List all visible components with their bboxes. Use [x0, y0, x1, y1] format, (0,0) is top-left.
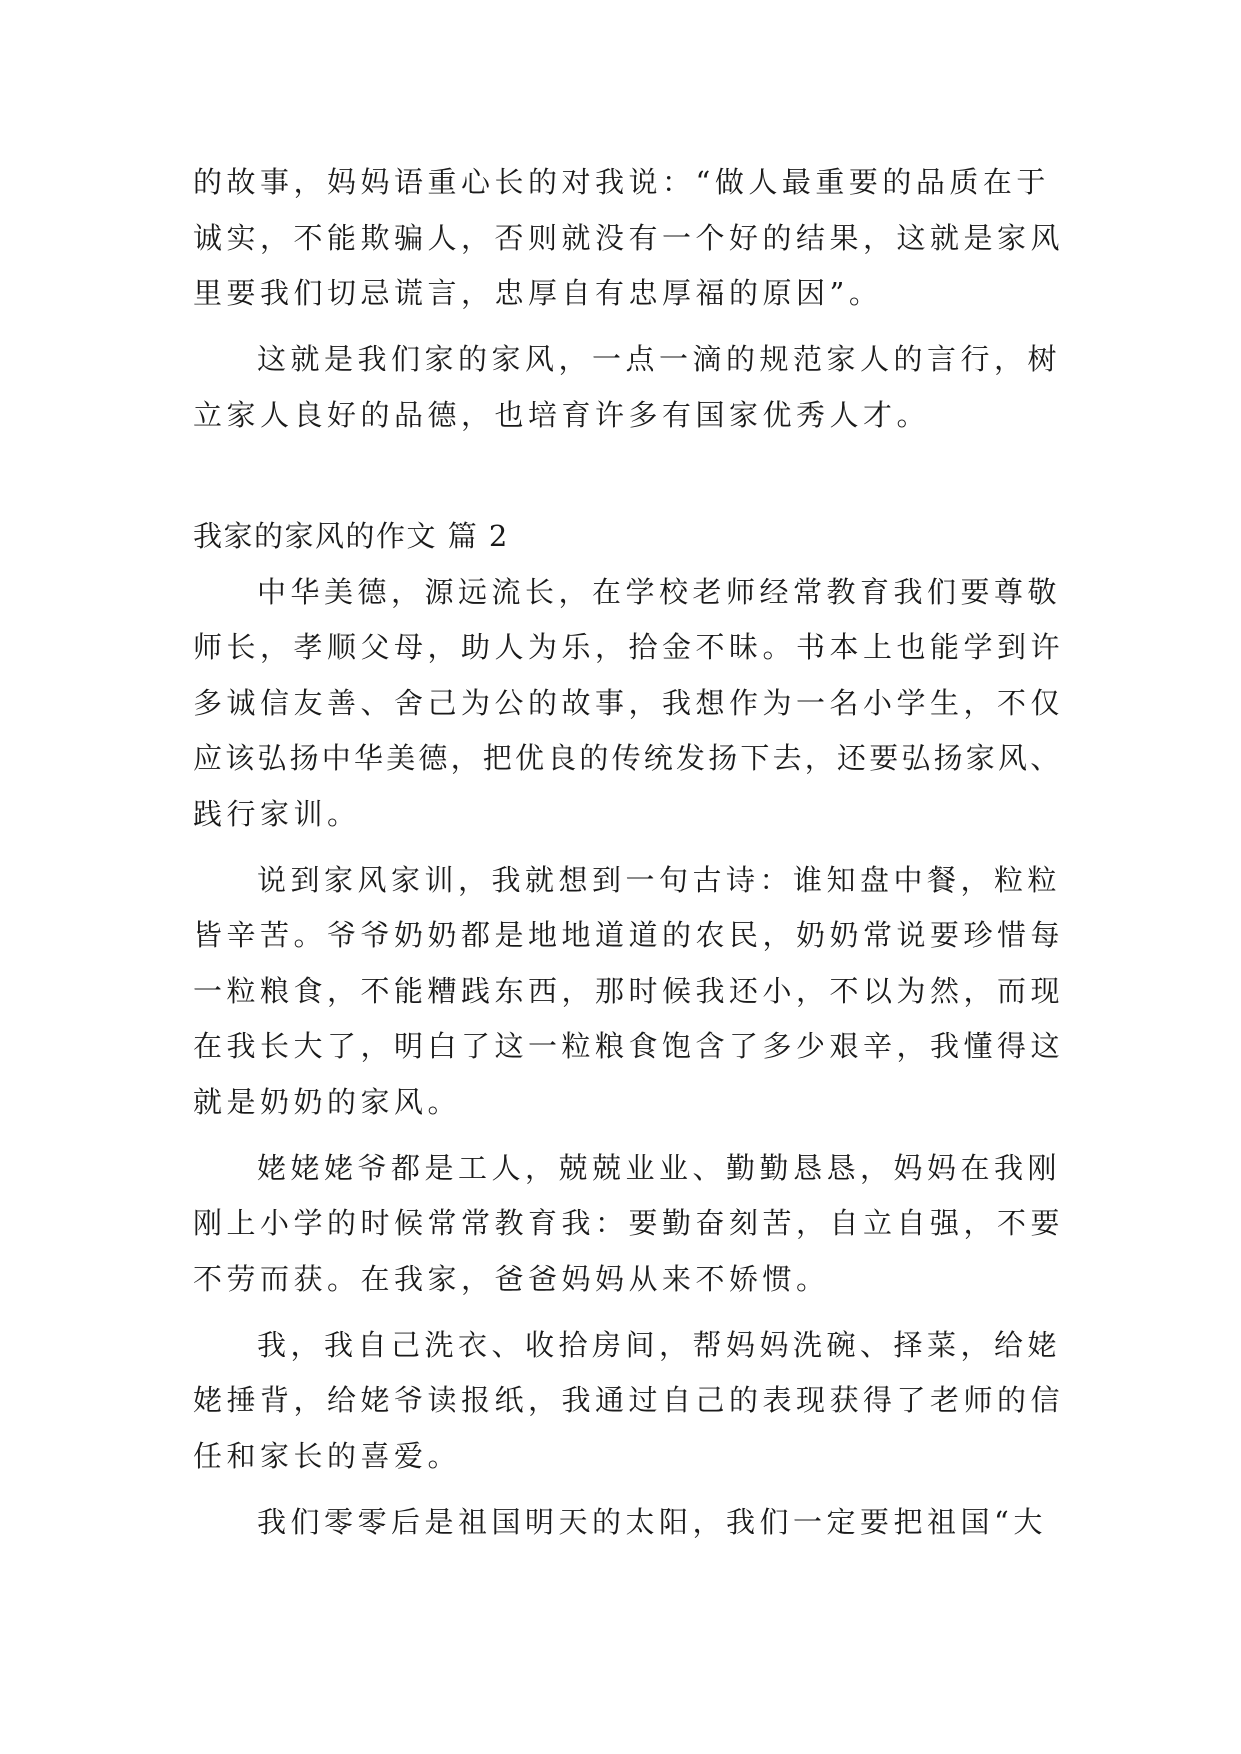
text-line: 我，我自己洗衣、收拾房间，帮妈妈洗碗、择菜，给姥	[257, 1328, 1062, 1362]
text-line: 皆辛苦。爷爷奶奶都是地地道道的农民，奶奶常说要珍惜每	[193, 918, 1065, 952]
text-line: 中华美德，源远流长，在学校老师经常教育我们要尊敬	[257, 575, 1062, 609]
text-line: 这就是我们家的家风，一点一滴的规范家人的言行，树	[257, 342, 1062, 376]
text-line: 我们零零后是祖国明天的太阳，我们一定要把祖国“大	[257, 1505, 1047, 1539]
text-line: 不劳而获。在我家，爸爸妈妈从来不娇惯。	[193, 1262, 830, 1296]
text-line: 就是奶奶的家风。	[193, 1085, 462, 1119]
text-line: 里要我们切忌谎言，忠厚自有忠厚福的原因”。	[193, 276, 883, 310]
text-line: 刚上小学的时候常常教育我：要勤奋刻苦，自立自强，不要	[193, 1206, 1065, 1240]
text-line: 的故事，妈妈语重心长的对我说：“做人最重要的品质在于	[193, 165, 1050, 199]
text-line: 立家人良好的品德，也培育许多有国家优秀人才。	[193, 398, 931, 432]
text-line: 姥姥姥爷都是工人，兢兢业业、勤勤恳恳，妈妈在我刚	[257, 1151, 1062, 1185]
text-line: 践行家训。	[193, 797, 361, 831]
section-heading: 我家的家风的作文 篇 2	[193, 519, 509, 553]
text-line: 说到家风家训，我就想到一句古诗：谁知盘中餐，粒粒	[257, 863, 1062, 897]
text-line: 任和家长的喜爱。	[193, 1439, 462, 1473]
text-line: 师长，孝顺父母，助人为乐，拾金不昧。书本上也能学到许	[193, 630, 1065, 664]
text-line: 诚实，不能欺骗人，否则就没有一个好的结果，这就是家风	[193, 221, 1065, 255]
text-line: 一粒粮食，不能糟践东西，那时候我还小，不以为然，而现	[193, 974, 1065, 1008]
text-line: 多诚信友善、舍己为公的故事，我想作为一名小学生，不仅	[193, 686, 1065, 720]
text-line: 姥捶背，给姥爷读报纸，我通过自己的表现获得了老师的信	[193, 1383, 1065, 1417]
text-line: 在我长大了，明白了这一粒粮食饱含了多少艰辛，我懂得这	[193, 1029, 1065, 1063]
text-line: 应该弘扬中华美德，把优良的传统发扬下去，还要弘扬家风、	[193, 741, 1063, 775]
